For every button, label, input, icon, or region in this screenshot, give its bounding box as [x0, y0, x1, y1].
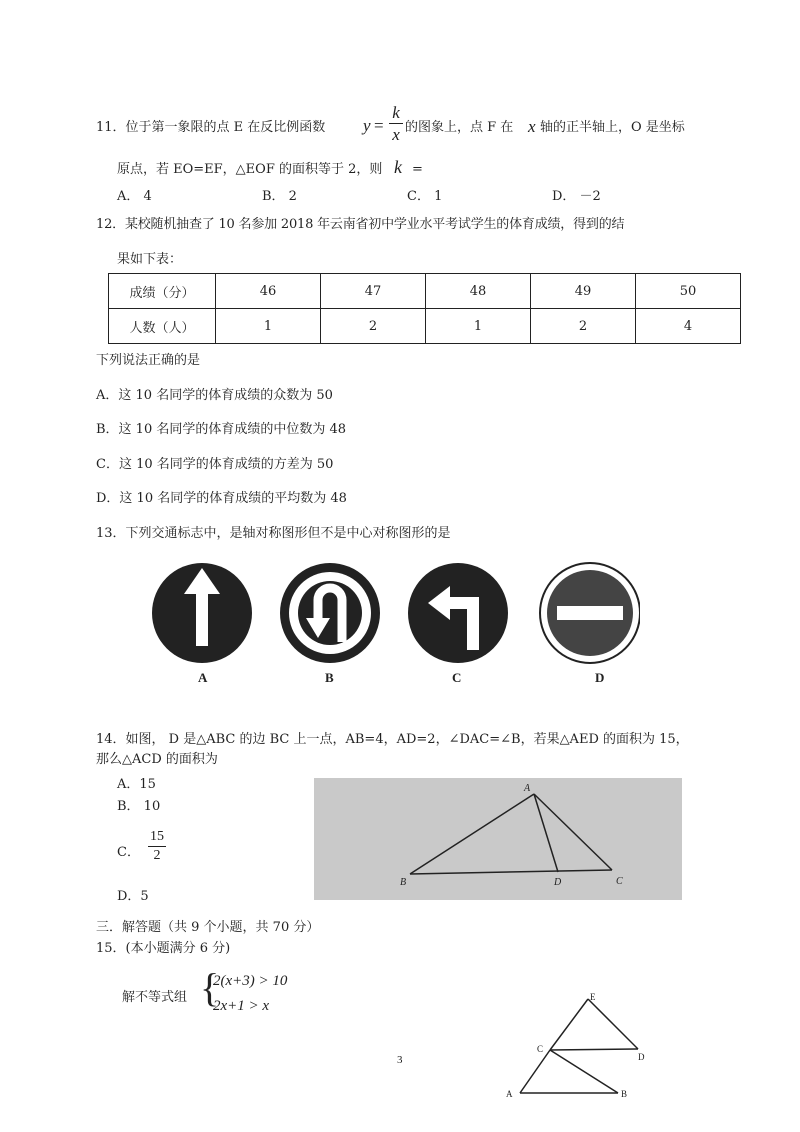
- sign-c-turn-left-icon: [408, 563, 508, 663]
- q11-k-var: k: [394, 157, 402, 177]
- fig15-label-b: B: [621, 1089, 628, 1099]
- table-header-label: 成绩（分）: [109, 274, 216, 309]
- q14-line1: 14．如图， D 是△ABC 的边 BC 上一点，AB=4，AD=2，∠DAC=∠B，若果△AED 的面积为 15，: [96, 732, 689, 747]
- q12-option-a: A．这 10 名同学的体育成绩的众数为 50: [96, 388, 333, 403]
- q11-x-var: x: [528, 117, 536, 136]
- table-row: [109, 274, 741, 309]
- q11-line1-a: 11．位于第一象限的点 E 在反比例函数: [96, 120, 326, 135]
- fig14-label-c: C: [616, 876, 623, 887]
- fig15-label-d: D: [638, 1052, 645, 1062]
- q11-line1-c: 轴的正半轴上，O 是坐标: [540, 120, 685, 135]
- q11-line2-b: =: [412, 162, 423, 177]
- q11-option-c: C． 1: [407, 189, 443, 204]
- q15-brace: {: [200, 965, 220, 1010]
- fig15-label-c: C: [537, 1044, 544, 1054]
- table-cell: 2: [531, 309, 636, 344]
- fig14-label-b: B: [400, 877, 407, 888]
- table-cell: 1: [216, 309, 321, 344]
- q14-line2: 那么△ACD 的面积为: [96, 752, 218, 767]
- q11-option-b: B． 2: [262, 189, 297, 204]
- fig14-label-a: A: [524, 783, 531, 794]
- q15-line: 15．(本小题满分 6 分): [96, 941, 231, 956]
- q11-option-d: D． －2: [552, 189, 601, 204]
- table-cell: 49: [531, 274, 636, 309]
- table-cell: 48: [426, 274, 531, 309]
- traffic-signs: [150, 560, 640, 690]
- table-cell: 1: [426, 309, 531, 344]
- q12-line2: 果如下表：: [117, 252, 183, 267]
- q11-line2-a: 原点，若 EO=EF，△EOF 的面积等于 2，则: [117, 162, 383, 177]
- q12-option-b: B．这 10 名同学的体育成绩的中位数为 48: [96, 422, 347, 437]
- q14-option-b: B． 10: [117, 799, 161, 814]
- sign-b-u-turn-icon: [280, 563, 380, 663]
- table-cell: 4: [636, 309, 741, 344]
- q15-triangle-figure: [500, 985, 650, 1115]
- q12-line1: 12．某校随机抽查了 10 名参加 2018 年云南省初中学业水平考试学生的体育成绩，得到的结: [96, 217, 625, 232]
- page-number: 3: [397, 1054, 403, 1066]
- table-cell: 46: [216, 274, 321, 309]
- q14-option-d: D．5: [117, 889, 149, 904]
- fig15-label-a: A: [506, 1089, 513, 1099]
- triangle-abc-diagram: [314, 778, 682, 900]
- sign-label-d: D: [595, 670, 605, 685]
- sign-d-no-entry-icon: [540, 563, 640, 663]
- score-table: [108, 273, 741, 344]
- fig14-label-d: D: [554, 877, 562, 888]
- q11-fraction-den: x: [392, 125, 400, 144]
- q12-option-c: C．这 10 名同学的体育成绩的方差为 50: [96, 457, 334, 472]
- q12-prompt: 下列说法正确的是: [96, 353, 201, 368]
- q15-solve: 解不等式组: [122, 990, 188, 1005]
- q11-line1-b: 的图象上，点 F 在: [405, 120, 514, 135]
- q11-option-a: A． 4: [117, 189, 152, 204]
- table-cell: 47: [321, 274, 426, 309]
- sign-label-a: A: [198, 670, 208, 685]
- q13-line: 13．下列交通标志中，是轴对称图形但不是中心对称图形的是: [96, 526, 451, 541]
- q15-inequality-1: 2(x+3) > 10: [213, 973, 288, 989]
- table-count-label: 人数（人）: [109, 309, 216, 344]
- traffic-signs-svg: [150, 560, 640, 670]
- sign-a-straight-arrow-icon: [152, 563, 252, 663]
- fig15-label-e: E: [590, 992, 596, 1002]
- sign-label-c: C: [452, 670, 462, 685]
- q14-option-c-fraction: [148, 830, 166, 863]
- q15-inequality-2: 2x+1 > x: [213, 998, 270, 1014]
- q11-eq-equals: =: [374, 116, 384, 135]
- table-cell: 50: [636, 274, 741, 309]
- sign-label-b: B: [325, 670, 334, 685]
- triangle-photo: [314, 778, 682, 900]
- q11-fraction-num: k: [392, 103, 400, 122]
- table-cell: 2: [321, 309, 426, 344]
- q14-option-c: C．: [117, 845, 140, 860]
- q14-option-c-den: 2: [153, 848, 161, 863]
- q14-option-a: A．15: [117, 777, 156, 792]
- table-row: [109, 309, 741, 344]
- q14-option-c-num: 15: [150, 829, 164, 844]
- section-3-title: 三．解答题（共 9 个小题，共 70 分）: [96, 920, 320, 935]
- q11-fraction: [389, 104, 403, 143]
- q11-eq-y: y: [363, 116, 371, 135]
- q12-option-d: D．这 10 名同学的体育成绩的平均数为 48: [96, 491, 347, 506]
